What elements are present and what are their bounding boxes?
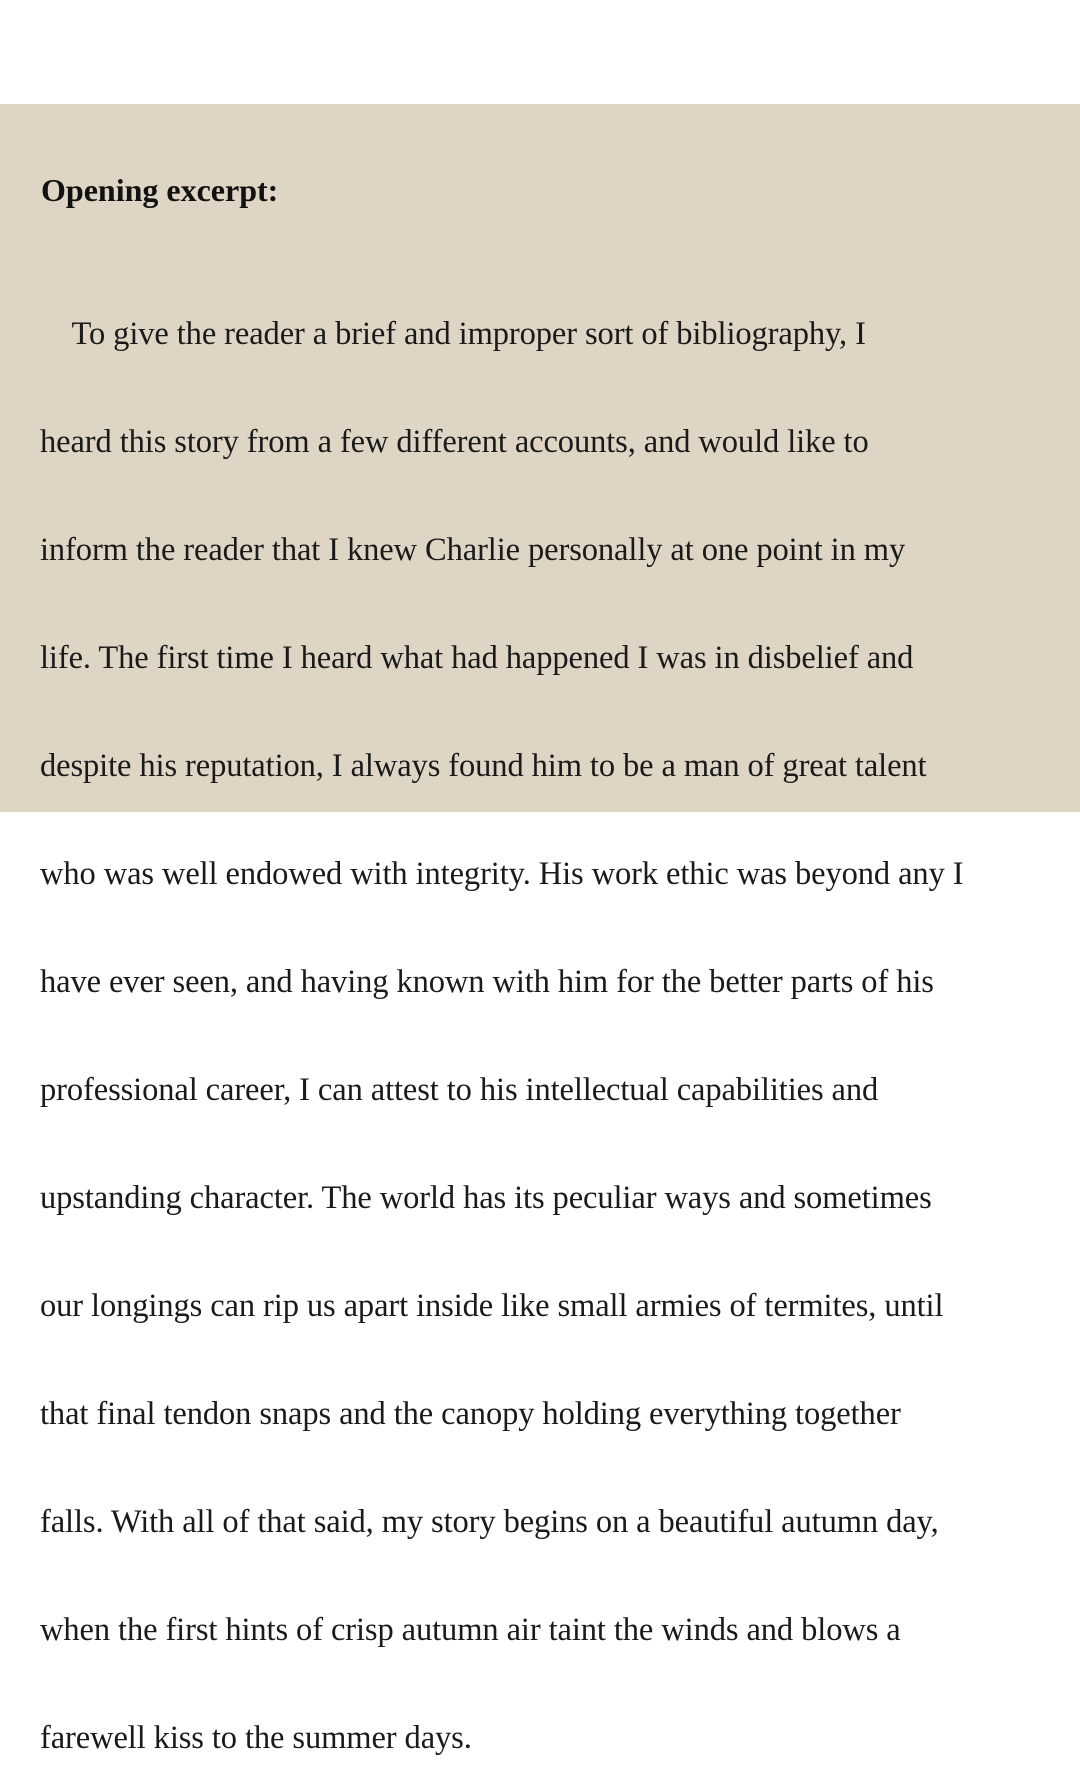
excerpt-line: To give the reader a brief and improper sort of bibliography, I bbox=[40, 316, 866, 352]
excerpt-line: heard this story from a few different accounts, and would like to bbox=[40, 424, 869, 460]
excerpt-line: life. The first time I heard what had happened I was in disbelief and bbox=[40, 640, 914, 676]
excerpt-line: farewell kiss to the summer days. bbox=[40, 1720, 472, 1756]
excerpt-line: have ever seen, and having known with him for the better parts of his bbox=[40, 964, 934, 1000]
excerpt-text bbox=[40, 244, 963, 1792]
excerpt-heading: Opening excerpt: bbox=[41, 172, 279, 208]
excerpt-line: that final tendon snaps and the canopy holding everything together bbox=[40, 1396, 901, 1432]
excerpt-line: professional career, I can attest to his intellectual capabilities and bbox=[40, 1072, 879, 1108]
excerpt-line: upstanding character. The world has its peculiar ways and sometimes bbox=[40, 1180, 932, 1216]
excerpt-line: our longings can rip us apart inside like small armies of termites, until bbox=[40, 1288, 944, 1324]
excerpt-line: inform the reader that I knew Charlie personally at one point in my bbox=[40, 532, 906, 568]
excerpt-line: when the first hints of crisp autumn air taint the winds and blows a bbox=[40, 1612, 901, 1648]
excerpt-line: who was well endowed with integrity. His work ethic was beyond any I bbox=[40, 856, 964, 892]
excerpt-line: falls. With all of that said, my story begins on a beautiful autumn day, bbox=[40, 1504, 939, 1540]
excerpt-line: despite his reputation, I always found him to be a man of great talent bbox=[40, 748, 927, 784]
